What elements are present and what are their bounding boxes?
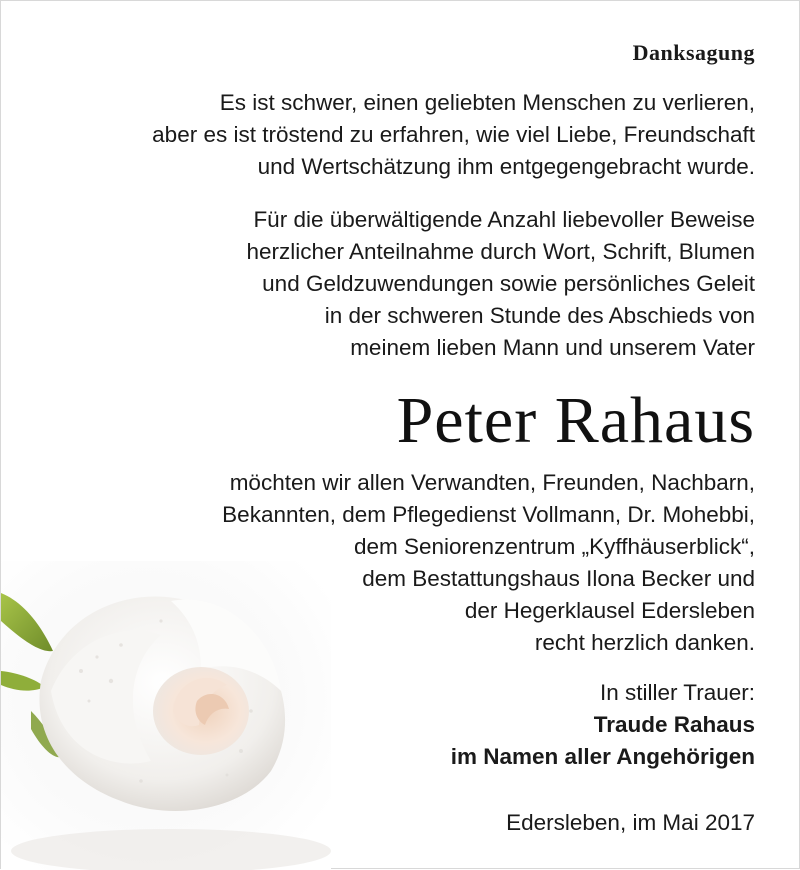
intro-paragraph [152,87,755,183]
recipients-line: dem Seniorenzentrum „Kyffhäuserblick“, [353,534,755,559]
place-date-text: Edersleben, im Mai 2017 [506,810,755,835]
signature-block [451,677,755,773]
thanks-paragraph [246,204,755,364]
place-date [506,807,755,839]
intro-line: aber es ist tröstend zu erfahren, wie viel Liebe, Freundschaft [152,122,755,147]
recipients-line: möchten wir allen Verwandten, Freunden, Nachbarn, [229,470,755,495]
thanks-line: herzlicher Anteilnahme durch Wort, Schrift, Blumen [246,239,755,264]
signatory-family: im Namen aller Angehörigen [450,744,755,769]
intro-line: Es ist schwer, einen geliebten Menschen zu verlieren, [219,90,755,115]
heading-danksagung: Danksagung [632,40,755,65]
recipients-line: dem Bestattungshaus Ilona Becker und [362,566,755,591]
thanks-line: in der schweren Stunde des Abschieds von [324,303,755,328]
signatory-name: Traude Rahaus [593,712,755,737]
thanks-line: meinem lieben Mann und unserem Vater [350,335,755,360]
recipients-line: der Hegerklausel Edersleben [464,598,755,623]
recipients-line: recht herzlich danken. [534,630,755,655]
intro-line: und Wertschätzung ihm entgegengebracht wurde. [257,154,755,179]
thanks-line: Für die überwältigende Anzahl liebevoller Beweise [253,207,755,232]
recipients-paragraph [222,467,755,659]
deceased-name: Peter Rahaus [396,384,755,457]
recipients-line: Bekannten, dem Pflegedienst Vollmann, Dr. Mohebbi, [222,502,755,527]
thanks-line: und Geldzuwendungen sowie persönliches Geleit [262,271,755,296]
mourning-label: In stiller Trauer: [599,680,755,705]
